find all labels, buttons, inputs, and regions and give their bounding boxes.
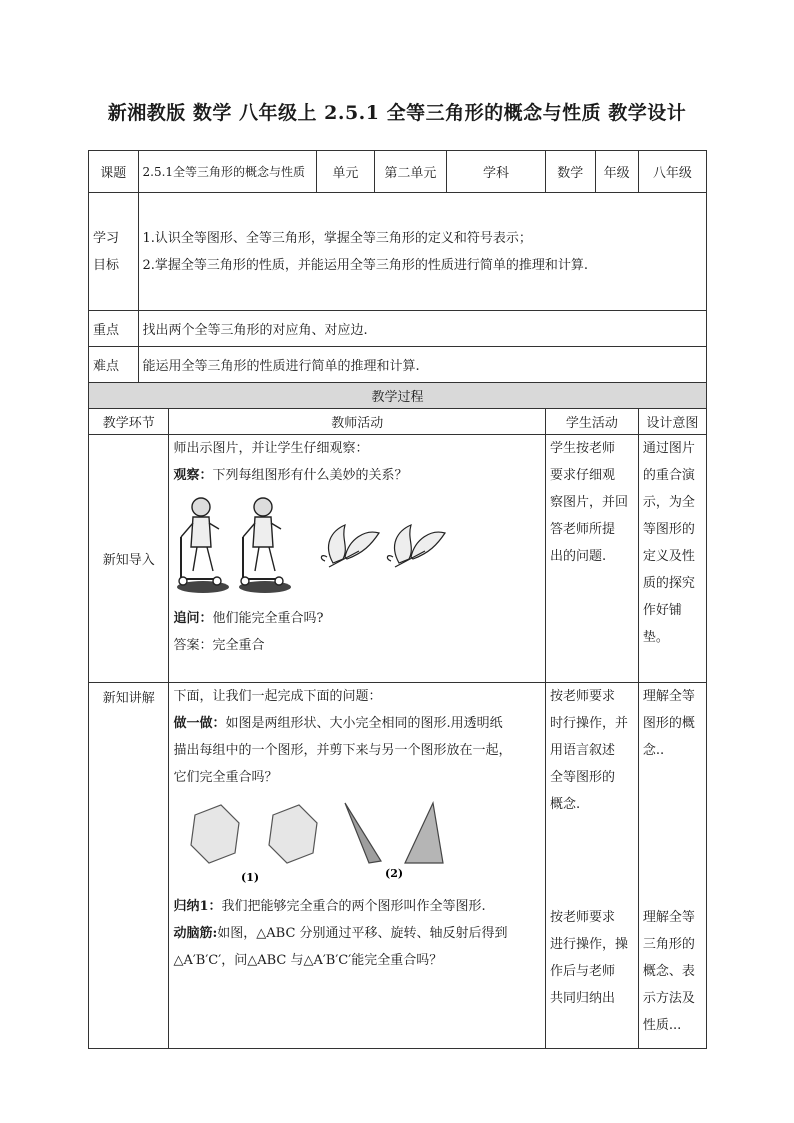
- difficulty-text: 能运用全等三角形的性质进行简单的推理和计算.: [138, 347, 706, 383]
- hexagon-triangle-figure: [173, 797, 473, 887]
- topic-value: 2.5.1全等三角形的概念与性质: [138, 151, 316, 193]
- lesson-plan-table: [88, 150, 707, 1049]
- hexagon-shape-2: [269, 805, 317, 863]
- stage-intro: 新知导入: [89, 435, 169, 683]
- scooter-and-leaf-illustration: [173, 495, 473, 599]
- goals-text: [138, 193, 706, 311]
- label-topic: 课题: [89, 151, 139, 193]
- label-goals: 学习 目标: [89, 193, 139, 311]
- leaf-icon-1: [322, 525, 380, 567]
- goal-line-1: 1.认识全等图形、全等三角形，掌握全等三角形的定义和符号表示；: [142, 230, 532, 246]
- document-title: 新湘教版 数学 八年级上 2.5.1 全等三角形的概念与性质 教学设计: [107, 102, 687, 124]
- col-design: 设计意图: [638, 409, 706, 435]
- student-explain: 按老师要求 时行操作，并 用语言叙述 全等图形的 概念. 按老师要求 进行操作，操 作后与老师 共同归纳出: [545, 683, 638, 1049]
- goal-line-2: 2.掌握全等三角形的性质，并能运用全等三角形的性质进行简单的推理和计算.: [142, 257, 589, 273]
- scooter-kid-icon-2: [239, 498, 291, 593]
- hexagon-shape-1: [191, 805, 239, 863]
- triangle-shape-1: [345, 803, 381, 863]
- col-student: 学生活动: [545, 409, 638, 435]
- design-intro: 通过图片 的重合演 示，为全 等图形的 定义及性 质的探究 作好铺垫。: [638, 435, 706, 683]
- figure-label-1: (1): [241, 871, 260, 884]
- triangle-shape-2: [405, 803, 443, 863]
- teacher-intro: 师出示图片，并让学生仔细观察： 观察：下列每组图形有什么美妙的关系？ 追问：他们能完全重合吗? 答案：完全重合: [169, 435, 546, 683]
- teacher-explain: 下面，让我们一起完成下面的问题： 做一做：如图是两组形状、大小完全相同的图形.用透明纸 描出每组中的一个图形，并剪下来与另一个图形放在一起， 它们完全重合吗？ (1) (2) 归纳1：我们把能够完全重合的两个图形叫作全等图形. 动脑筋:如图，△ABC 分别通过平移、旋转、轴反射后得到 △A′B′C′，问△ABC 与△A′B′C′能完全重合吗？: [169, 683, 546, 1049]
- key-point-text: 找出两个全等三角形的对应角、对应边.: [138, 311, 706, 347]
- process-header: 教学过程: [89, 383, 707, 409]
- grade-value: 八年级: [638, 151, 706, 193]
- figure-label-2: (2): [385, 867, 404, 880]
- label-difficulty: 难点: [89, 347, 139, 383]
- label-key-point: 重点: [89, 311, 139, 347]
- design-explain: 理解全等 图形的概 念.. 理解全等 三角形的 概念、表 示方法及 性质...: [638, 683, 706, 1049]
- student-intro: 学生按老师 要求仔细观 察图片，并回 答老师所提 出的问题.: [545, 435, 638, 683]
- col-stage: 教学环节: [89, 409, 169, 435]
- scooter-kid-icon-1: [177, 498, 229, 593]
- unit-value: 第二单元: [374, 151, 446, 193]
- label-unit: 单元: [316, 151, 374, 193]
- subject-value: 数学: [545, 151, 595, 193]
- label-subject: 学科: [446, 151, 545, 193]
- leaf-icon-2: [388, 525, 446, 567]
- col-teacher: 教师活动: [169, 409, 546, 435]
- stage-explain: 新知讲解: [89, 683, 169, 1049]
- label-grade: 年级: [595, 151, 638, 193]
